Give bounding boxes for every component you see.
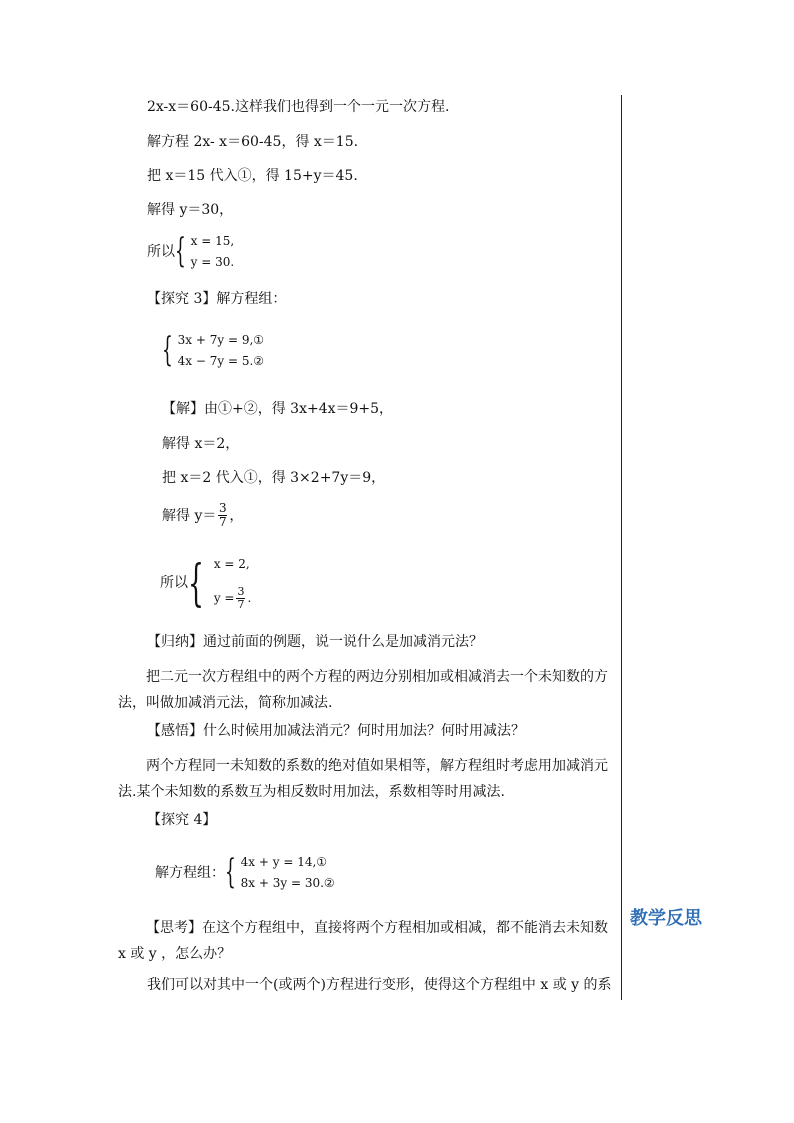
text: . [247, 591, 252, 605]
text-line-1: 2x-x＝60-45.这样我们也得到一个一元一次方程. [147, 99, 450, 115]
text-line-4: 解得 y＝30， [147, 202, 234, 218]
equation [214, 586, 251, 611]
section-heading-explore-4: 【探究 4】 [147, 812, 217, 828]
equation: y = 30. [190, 255, 235, 269]
section-heading-explore-3: 【探究 3】解方程组： [147, 291, 287, 307]
summary-answer: 把二元一次方程组中的两个方程的两边分别相加或相减消去一个未知数的方法，叫做加减消元法，简称加减法. [118, 669, 608, 711]
fraction [236, 586, 245, 611]
equation: 3x + 7y = 9,① [177, 333, 265, 347]
equation: 4x + y = 14,① [240, 855, 328, 869]
denominator: 7 [237, 598, 245, 611]
numerator: 3 [219, 501, 227, 515]
teaching-reflection-title: 教学反思 [630, 908, 702, 929]
insight-question: 【感悟】什么时候用加减法消元？何时用加法？何时用减法？ [147, 723, 525, 739]
equation: 8x + 3y = 30.② [240, 876, 335, 890]
equation: x = 2, [213, 557, 250, 571]
text-line-3: 把 x＝15 代入①，得 15+y＝45. [147, 168, 358, 184]
text-line-2: 解方程 2x- x＝60-45，得 x＝15. [147, 134, 359, 150]
summary-question: 【归纳】通过前面的例题，说一说什么是加减消元法？ [147, 634, 483, 650]
column-divider [621, 95, 622, 1000]
brace-icon: { [162, 330, 173, 370]
numerator: 3 [237, 585, 245, 598]
brace-icon: { [175, 231, 186, 271]
text-line-last: 我们可以对其中一个(或两个)方程进行变形，使得这个方程组中 x 或 y 的系 [147, 977, 612, 993]
so-label: 所以 [147, 244, 175, 260]
solve-label: 解方程组： [155, 865, 225, 881]
solution-step-4 [162, 502, 243, 529]
equation: 4x − 7y = 5.② [177, 354, 265, 368]
solution-system-2 [160, 554, 252, 612]
insight-answer: 两个方程同一未知数的系数的绝对值如果相等，解方程组时考虑用加减消元法.某个未知数的系数互为相反数时用加法，系数相等时用减法. [118, 758, 608, 800]
equation: x = 15, [190, 234, 235, 248]
fraction [218, 502, 227, 529]
denominator: 7 [219, 515, 227, 529]
text: y = [213, 591, 235, 605]
equation-system-explore-3 [162, 330, 265, 370]
think-paragraph: 【思考】在这个方程组中，直接将两个方程相加或相减，都不能消去未知数 x 或 y ，怎么办？ [118, 920, 608, 962]
solution-step-3: 把 x＝2 代入①，得 3×2+7y＝9， [162, 470, 386, 486]
brace-icon: { [225, 852, 236, 892]
brace-icon: { [188, 554, 204, 612]
so-label: 所以 [160, 575, 188, 591]
text: 解得 y＝ [162, 507, 217, 524]
solution-step-2: 解得 x＝2， [162, 436, 240, 452]
solution-step-1: 【解】由①+②，得 3x+4x＝9+5， [162, 401, 394, 417]
solution-system-1 [147, 231, 235, 271]
equation-system-explore-4 [155, 852, 335, 892]
text: ， [229, 507, 244, 524]
